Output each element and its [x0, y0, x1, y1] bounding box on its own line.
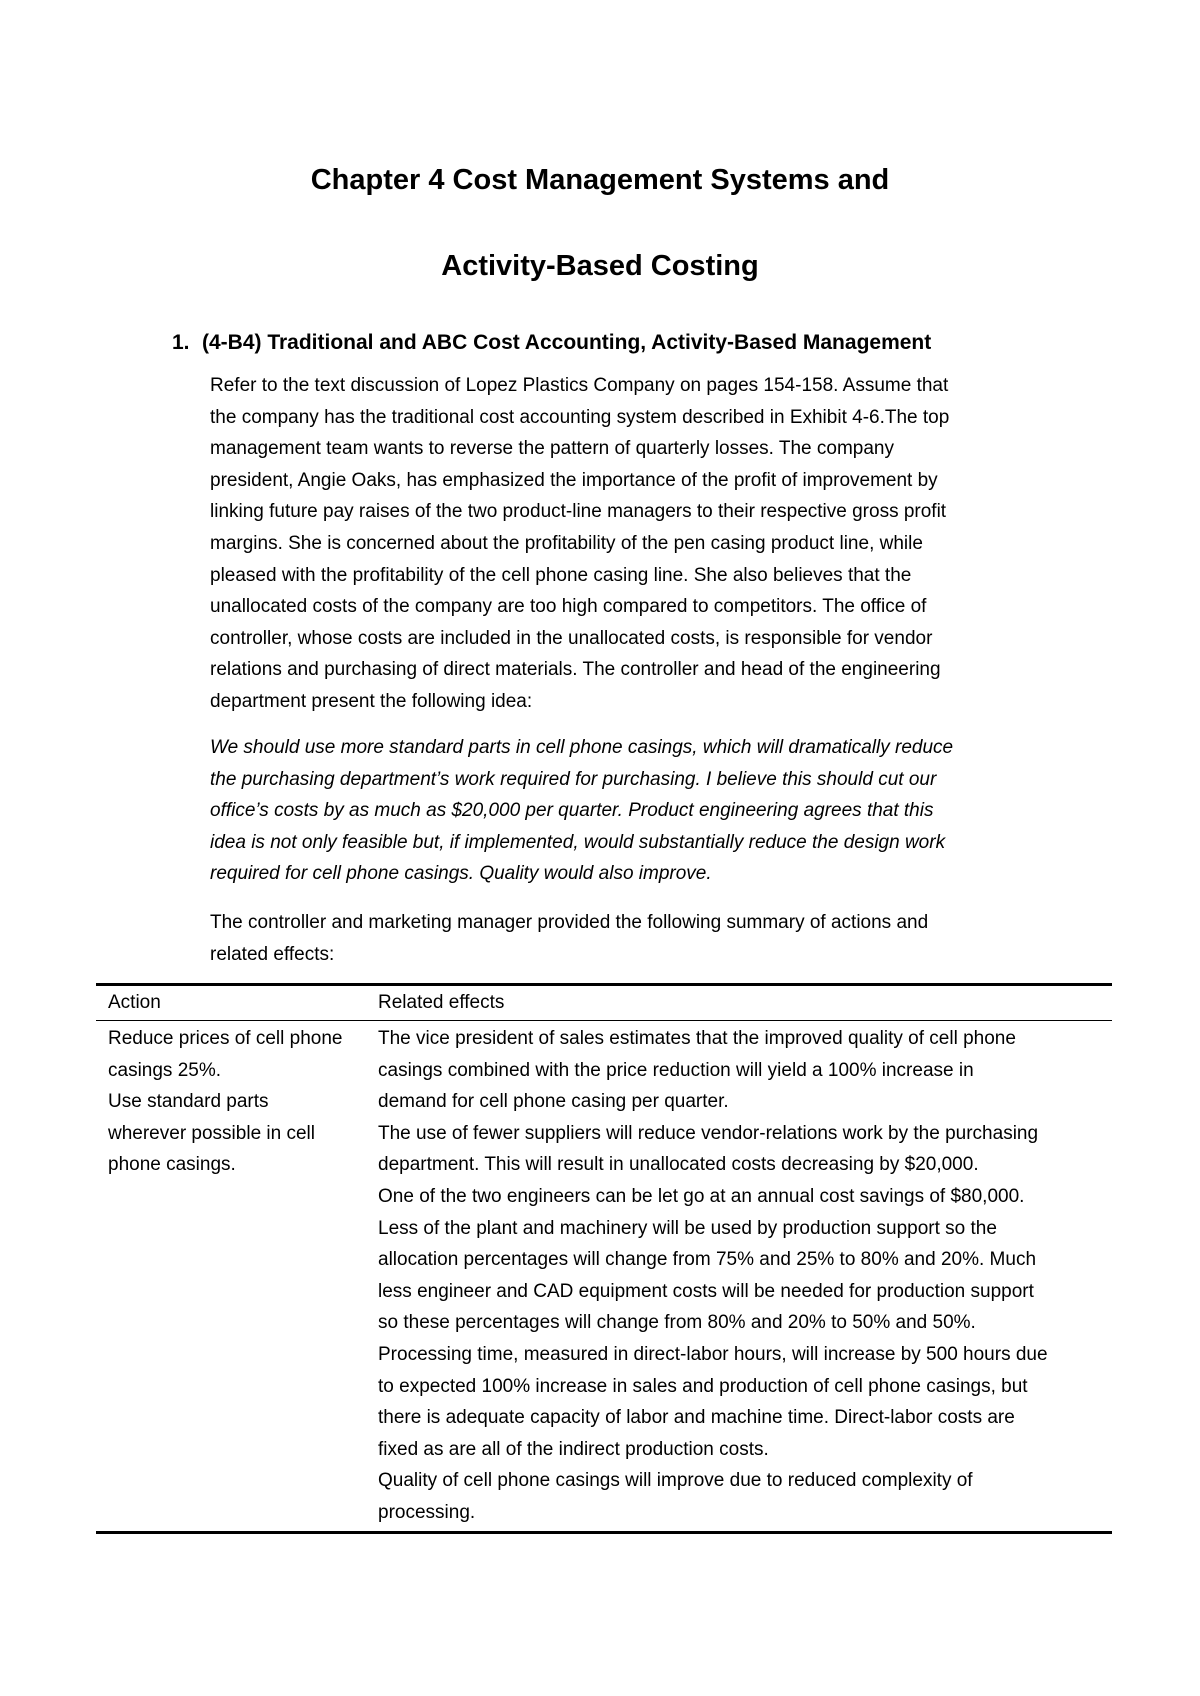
- effect-line: demand for cell phone casing per quarter.: [378, 1091, 729, 1113]
- summary-paragraph: [210, 907, 1010, 970]
- intro-line: pleased with the profitability of the cell phone casing line. She also believes that the: [210, 564, 912, 586]
- summary-line: related effects:: [210, 943, 335, 965]
- chapter-title-line2: Activity-Based Costing: [441, 250, 759, 282]
- table-header-row: [96, 985, 1112, 1021]
- action-line: wherever possible in cell: [108, 1122, 315, 1144]
- intro-line: controller, whose costs are included in the unallocated costs, is responsible for vendor: [210, 627, 933, 649]
- intro-paragraph: [210, 370, 1010, 718]
- effect-line: allocation percentages will change from 75% and 25% to 80% and 20%. Much: [378, 1249, 1037, 1271]
- effect-line: processing.: [378, 1501, 476, 1523]
- header-related-effects: Related effects: [366, 985, 1112, 1021]
- effect-line: The use of fewer suppliers will reduce vendor-relations work by the purchasing: [378, 1122, 1039, 1144]
- effect-line: Less of the plant and machinery will be used by production support so the: [378, 1217, 997, 1239]
- intro-line: unallocated costs of the company are too high compared to competitors. The office of: [210, 596, 927, 618]
- effect-line: less engineer and CAD equipment costs will be needed for production support: [378, 1280, 1034, 1302]
- intro-line: margins. She is concerned about the profitability of the pen casing product line, while: [210, 532, 923, 554]
- effect-line: to expected 100% increase in sales and production of cell phone casings, but: [378, 1375, 1028, 1397]
- intro-line: president, Angie Oaks, has emphasized the importance of the profit of improvement by: [210, 469, 938, 491]
- action-cell: [96, 1021, 366, 1533]
- intro-line: Refer to the text discussion of Lopez Plastics Company on pages 154-158. Assume that: [210, 375, 949, 396]
- effect-line: fixed as are all of the indirect production costs.: [378, 1438, 769, 1460]
- quote-line: We should use more standard parts in cell phone casings, which will dramatically reduce: [210, 737, 954, 758]
- intro-line: management team wants to reverse the pattern of quarterly losses. The company: [210, 438, 894, 460]
- header-action: Action: [96, 985, 366, 1021]
- chapter-title-line1: Chapter 4 Cost Management Systems and: [310, 164, 890, 196]
- effect-line: The vice president of sales estimates that the improved quality of cell phone: [378, 1028, 1016, 1049]
- intro-line: relations and purchasing of direct materials. The controller and head of the engineering: [210, 659, 941, 681]
- summary-line: The controller and marketing manager provided the following summary of actions and: [210, 912, 929, 933]
- table-row: [96, 1021, 1112, 1533]
- quote-line: idea is not only feasible but, if implemented, would substantially reduce the design work: [210, 831, 946, 853]
- problem-heading: [172, 329, 931, 357]
- effect-line: there is adequate capacity of labor and machine time. Direct-labor costs are: [378, 1407, 1015, 1429]
- effect-line: casings combined with the price reduction will yield a 100% increase in: [378, 1059, 974, 1081]
- quote-line: office’s costs by as much as $20,000 per quarter. Product engineering agrees that this: [210, 800, 934, 822]
- effect-line: Quality of cell phone casings will improve due to reduced complexity of: [378, 1470, 973, 1492]
- intro-line: linking future pay raises of the two product-line managers to their respective gross profit: [210, 501, 947, 523]
- effect-line: One of the two engineers can be let go at an annual cost savings of $80,000.: [378, 1185, 1025, 1207]
- intro-line: the company has the traditional cost accounting system described in Exhibit 4-6.The top: [210, 406, 950, 428]
- effect-line: department. This will result in unallocated costs decreasing by $20,000.: [378, 1154, 979, 1176]
- problem-number: 1.: [172, 331, 190, 354]
- action-line: Use standard parts: [108, 1091, 269, 1113]
- action-line: casings 25%.: [108, 1059, 222, 1081]
- effect-line: so these percentages will change from 80% and 20% to 50% and 50%.: [378, 1312, 976, 1334]
- quote-line: the purchasing department’s work required for purchasing. I believe this should cut our: [210, 768, 937, 790]
- actions-effects-table: [96, 983, 1112, 1534]
- quote-paragraph: [210, 732, 1010, 890]
- effects-cell: [366, 1021, 1112, 1533]
- problem-heading-text: (4-B4) Traditional and ABC Cost Accounting, Activity-Based Management: [202, 331, 932, 354]
- action-line: Reduce prices of cell phone: [108, 1028, 343, 1049]
- quote-line: required for cell phone casings. Quality would also improve.: [210, 863, 712, 885]
- effect-line: Processing time, measured in direct-labor hours, will increase by 500 hours due: [378, 1343, 1048, 1365]
- action-line: phone casings.: [108, 1154, 236, 1176]
- intro-line: department present the following idea:: [210, 690, 533, 712]
